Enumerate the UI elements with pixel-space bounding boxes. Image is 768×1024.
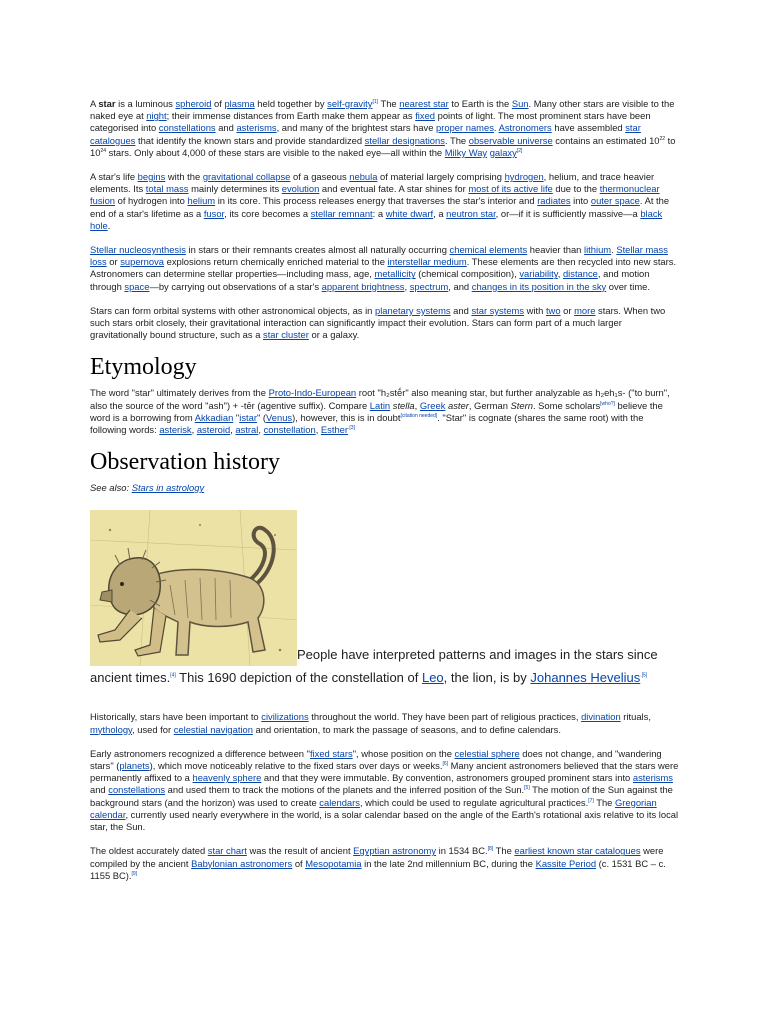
text-run: was the result of ancient [246, 845, 354, 857]
text-run: due to the [552, 183, 600, 195]
wiki-link[interactable]: Leo [421, 670, 444, 686]
text-run: in stars or their remnants creates almost all naturally occurring [185, 244, 450, 256]
text-run: or a galaxy. [308, 329, 360, 341]
wiki-link[interactable]: constellations [108, 784, 166, 796]
intro-paragraph-1 [90, 98, 680, 159]
wiki-link[interactable]: Venus [266, 411, 293, 423]
wiki-link[interactable]: most of its active life [468, 183, 553, 195]
text-run: or [106, 256, 121, 268]
observation-paragraph-1 [90, 711, 680, 735]
wiki-link[interactable]: astral [235, 424, 259, 436]
text-run: A star's life [90, 171, 138, 183]
wiki-link[interactable]: Astronomers [498, 122, 552, 134]
text-run: . "Star" is cognate (shares the same root) with the following words: [90, 411, 644, 436]
text-run: A [90, 98, 99, 109]
italic-term: Stern [510, 399, 533, 411]
citation-ref[interactable]: [6] [442, 760, 449, 767]
text-run: , used for [132, 723, 174, 735]
citation-ref[interactable]: [5] [524, 785, 530, 792]
wiki-link[interactable]: star systems [471, 304, 525, 316]
text-run: ₂ [386, 387, 390, 399]
etymology-paragraph [90, 387, 680, 436]
text-run: . The [444, 134, 469, 146]
wiki-link[interactable]: evolution [281, 183, 320, 195]
text-run: ; their immense distances from Earth make them appear as [166, 110, 416, 122]
wiki-link[interactable]: planetary systems [375, 304, 451, 316]
text-run: , [315, 424, 321, 436]
wiki-link[interactable]: star catalogues [90, 122, 641, 146]
wiki-link[interactable]: asteroid [196, 424, 231, 436]
text-run: This 1690 depiction of the constellation of [175, 670, 422, 686]
text-run: ₁ [614, 387, 618, 399]
text-run: , [230, 424, 236, 436]
wiki-link[interactable]: total mass [145, 183, 189, 195]
citation-ref[interactable]: .[5] [640, 673, 648, 680]
wiki-link[interactable]: Gregorian calendar [90, 796, 657, 820]
text-run: in 1534 BC. [436, 845, 488, 857]
text-run: throughout the world. They have been part of religious practices, [308, 711, 582, 723]
lion-constellation-illustration [90, 510, 297, 666]
citation-ref[interactable]: [2] [516, 147, 523, 154]
text-run: of [211, 98, 225, 109]
see-also-link[interactable]: Stars in astrology [131, 482, 205, 494]
text-run: , German [468, 399, 511, 411]
observation-history-heading: Observation history [90, 449, 280, 476]
wiki-link[interactable]: metallicity [374, 268, 416, 280]
text-run: , [258, 424, 264, 436]
text-run: , and many of the brightest stars have [276, 122, 437, 134]
article-content [90, 98, 680, 894]
intro-paragraph-3 [90, 244, 680, 293]
text-run: , [414, 399, 420, 411]
text-run: eh [604, 387, 615, 399]
wiki-link[interactable]: neutron star [446, 207, 496, 219]
citation-ref[interactable]: [8] [487, 846, 494, 853]
text-run: . Many other stars are visible to the naked eye at [90, 98, 675, 122]
text-run: of [292, 857, 306, 869]
text-run: heavier than [527, 244, 584, 256]
text-run: of hydrogen into [115, 195, 188, 207]
text-run: Historically, stars have been important to [90, 711, 262, 723]
wiki-link[interactable]: Greek [419, 399, 446, 411]
wiki-link[interactable]: proper names [436, 122, 494, 134]
text-run: explosions return chemically enriched material to the [164, 256, 388, 268]
wiki-link[interactable]: Egyptian astronomy [353, 845, 437, 857]
wiki-link[interactable]: istar [239, 411, 257, 423]
wiki-link[interactable]: constellations [158, 122, 216, 134]
text-run: with the [165, 171, 203, 183]
text-run: contains an estimated 10 [552, 134, 660, 146]
see-also-prefix: See also: [90, 482, 132, 494]
wiki-link[interactable]: lithium [584, 244, 612, 256]
text-run: held together by [254, 98, 328, 109]
text-run: People have interpreted patterns and images in the stars since ancient times. [90, 647, 658, 686]
wiki-link[interactable]: night [146, 110, 167, 122]
text-run: Many ancient astronomers believed that the stars were permanently affixed to a [90, 760, 679, 784]
text-run: stḗr" also meaning star, but further analyzable as h [389, 387, 601, 399]
text-run: to 10 [90, 134, 676, 158]
wiki-link[interactable]: Stellar mass loss [90, 244, 668, 268]
text-run: points of light. The most prominent stars have been categorised into [90, 110, 651, 134]
text-run: ), which move noticeably relative to the fixed stars over days or weeks. [149, 760, 443, 772]
text-run: , or—if it is sufficiently massive—a [495, 207, 641, 219]
text-run: , [557, 268, 563, 280]
text-run: . These elements are then recycled into new stars. Astronomers can determine stellar properties—including mass, age, [90, 256, 677, 280]
bold-term: star [98, 98, 116, 109]
text-run: Stars can form orbital systems with other astronomical objects, as in [90, 304, 376, 316]
wiki-link[interactable]: constellation [263, 424, 316, 436]
text-run: and eventual fate. A star shines for [319, 183, 469, 195]
wiki-link[interactable]: hydrogen [504, 171, 544, 183]
text-run: . Some scholars [532, 399, 601, 411]
text-run: , its core becomes a [224, 207, 311, 219]
wiki-link[interactable]: galaxy [489, 146, 517, 158]
text-run: mainly determines its [188, 183, 282, 195]
wiki-link[interactable]: Mesopotamia [305, 857, 362, 869]
wiki-link[interactable]: chemical elements [449, 244, 528, 256]
wiki-link[interactable]: civilizations [261, 711, 309, 723]
citation-ref[interactable]: [who?] [600, 400, 615, 407]
wiki-link[interactable]: asterisms [632, 772, 673, 784]
wiki-link[interactable]: Esther [320, 424, 349, 436]
italic-term: aster [448, 399, 469, 411]
text-run: The oldest accurately dated [90, 845, 208, 857]
text-run: : a [372, 207, 386, 219]
wiki-link[interactable]: fixed stars [309, 747, 353, 759]
text-run: and [90, 784, 109, 796]
wiki-link[interactable]: fixed [415, 110, 435, 122]
text-run: were compiled by the ancient [90, 845, 664, 869]
wiki-link[interactable]: distance [562, 268, 598, 280]
see-also-note [90, 482, 680, 494]
wiki-link[interactable]: Milky Way [444, 146, 488, 158]
text-run: in its core. This process releases energy that traverses the star's interior and [215, 195, 538, 207]
text-run: into [570, 195, 591, 207]
text-run: (c. 1531 BC – c. 1155 BC). [90, 857, 666, 881]
text-run: The motion of the Sun against the background stars (and the horizon) was used to create [90, 784, 673, 808]
text-run: stars. When two such stars orbit closely, their gravitational interaction can significantly impact their evolution. Stars can form part of a much larger gravitationally bound structure, such as a [90, 304, 666, 341]
text-run: with [524, 304, 546, 316]
wiki-link[interactable]: outer space [590, 195, 640, 207]
text-run: , [404, 280, 410, 292]
italic-term: stella [392, 399, 415, 411]
text-run: root "h [356, 387, 387, 399]
observation-paragraph-2 [90, 748, 680, 833]
text-run: in the late 2nd millennium BC, during the [361, 857, 536, 869]
wiki-link[interactable]: calendars [319, 796, 360, 808]
wiki-link[interactable]: Sun [511, 98, 529, 109]
intro-paragraph-2 [90, 171, 680, 232]
citation-ref[interactable]: [1] [372, 98, 379, 105]
text-run: ₂ [600, 387, 605, 399]
text-run: The [378, 98, 400, 109]
wiki-link[interactable]: earliest known star catalogues [514, 845, 641, 857]
text-run: and [450, 304, 472, 316]
wiki-link[interactable]: black hole [90, 207, 663, 231]
text-run: , [191, 424, 197, 436]
wiki-link[interactable]: stellar remnant [310, 207, 373, 219]
intro-paragraph-4 [90, 305, 680, 342]
wiki-link[interactable]: celestial sphere [454, 747, 520, 759]
wiki-link[interactable]: heavenly sphere [192, 772, 262, 784]
citation-ref[interactable]: [4] [170, 673, 176, 680]
wiki-link[interactable]: supernova [120, 256, 164, 268]
text-run: that identify the known stars and provide standardized [135, 134, 365, 146]
wiki-link[interactable]: planets [119, 760, 150, 772]
wiki-link[interactable]: plasma [224, 98, 255, 109]
text-run: of material largely comprising [377, 171, 505, 183]
wiki-link[interactable]: star cluster [263, 329, 309, 341]
wiki-link[interactable]: gravitational collapse [202, 171, 291, 183]
wiki-link[interactable]: Proto-Indo-European [268, 387, 357, 399]
text-run: " ( [256, 411, 267, 423]
text-run: and orientation, to mark the passage of seasons, and to define calendars. [252, 723, 561, 735]
text-run: s- ("to burn", also the source of the word "ash") + -tēr (agentive suffix). Compare [90, 387, 670, 411]
wiki-link[interactable]: changes in its position in the sky [471, 280, 607, 292]
wiki-link[interactable]: asterisms [236, 122, 277, 134]
wiki-link[interactable]: asterisk [159, 424, 192, 436]
wiki-link[interactable]: Stellar nucleosynthesis [90, 244, 186, 256]
text-run: . At the end of a star's lifetime as a [90, 195, 670, 219]
wiki-link[interactable]: two [545, 304, 561, 316]
text-run: ), however, this is in doubt [292, 411, 401, 423]
text-run: ", whose position on the [352, 747, 455, 759]
text-run: " [233, 411, 240, 423]
exponent: 24 [100, 147, 106, 154]
wiki-link[interactable]: divination [581, 711, 621, 723]
wiki-link[interactable]: helium [187, 195, 216, 207]
text-run: , which could be used to regulate agricultural practices. [359, 796, 589, 808]
wiki-link[interactable]: nebula [349, 171, 378, 183]
wiki-link[interactable]: thermonuclear fusion [90, 183, 660, 207]
text-run: rituals, [620, 711, 651, 723]
wiki-link[interactable]: Kassite Period [535, 857, 597, 869]
wiki-link[interactable]: celestial navigation [173, 723, 253, 735]
text-run: The [593, 796, 615, 808]
citation-ref[interactable]: [citation needed] [400, 412, 438, 419]
text-run: Early astronomers recognized a difference between " [90, 747, 310, 759]
exponent: 22 [659, 135, 666, 142]
text-run: . [107, 219, 111, 231]
text-run: does not change, and "wandering stars" ( [90, 747, 662, 772]
text-run: The word "star" ultimately derives from the [90, 387, 269, 399]
wiki-link[interactable]: apparent brightness [321, 280, 405, 292]
text-run: , a [433, 207, 447, 219]
wiki-link[interactable]: spectrum [409, 280, 449, 292]
text-run: believe the word is a borrowing from [90, 399, 663, 423]
text-run: —by carrying out observations of a star's [149, 280, 322, 292]
wiki-link[interactable]: Akkadian [194, 411, 234, 423]
wiki-link[interactable]: self-gravity [327, 98, 373, 109]
wiki-link[interactable]: interstellar medium [387, 256, 467, 268]
text-run: and that they were immutable. By convention, astronomers grouped prominent stars into [261, 772, 633, 784]
text-run: , and [448, 280, 472, 292]
citation-ref[interactable]: [7] [588, 797, 594, 804]
wiki-link[interactable]: radiates [537, 195, 571, 207]
wiki-link[interactable]: stellar designations [364, 134, 445, 146]
text-run: (chemical composition), [415, 268, 520, 280]
text-run: and [215, 122, 237, 134]
wiki-link[interactable]: begins [137, 171, 166, 183]
wiki-link[interactable]: mythology [90, 723, 133, 735]
wiki-link[interactable]: Babylonian astronomers [191, 857, 293, 869]
citation-ref[interactable]: [9] [131, 870, 138, 877]
text-run: . [611, 244, 617, 256]
citation-ref[interactable]: .[3] [348, 424, 355, 431]
text-run: The [493, 845, 515, 857]
wiki-link[interactable]: space [124, 280, 150, 292]
wiki-link[interactable]: white dwarf [385, 207, 434, 219]
text-run: of a gaseous [290, 171, 350, 183]
text-run: stars. Only about 4,000 of these stars are visible to the naked eye—all within the [106, 146, 445, 158]
wiki-link[interactable]: more [574, 304, 596, 316]
wiki-link[interactable]: variability [519, 268, 558, 280]
observation-paragraph-3 [90, 845, 680, 882]
text-run: over time. [606, 280, 650, 292]
wiki-link[interactable]: nearest star [399, 98, 449, 109]
text-run: to Earth is the [448, 98, 512, 109]
text-run: , the lion, is by [443, 670, 531, 686]
wiki-link[interactable]: fusor [203, 207, 225, 219]
etymology-heading: Etymology [90, 354, 197, 381]
wiki-link[interactable]: star chart [207, 845, 247, 857]
text-run: is a luminous [115, 98, 176, 109]
text-run: . [493, 122, 499, 134]
wiki-link[interactable]: observable universe [468, 134, 553, 146]
text-run: have assembled [551, 122, 626, 134]
wiki-link[interactable]: Latin [369, 399, 391, 411]
text-run: , currently used nearly everywhere in the world, is a solar calendar based on the angle of the Earth's rotational axis relative to its local star, the Sun. [90, 808, 679, 833]
figure-with-caption [90, 510, 680, 689]
text-run: , and motion through [90, 268, 650, 292]
wiki-link[interactable]: spheroid [175, 98, 212, 109]
text-run: or [560, 304, 575, 316]
wiki-link[interactable]: Johannes Hevelius [530, 670, 641, 686]
text-run: and used them to track the motions of the planets and the inferred position of the Sun. [165, 784, 525, 796]
text-run: , helium, and trace heavier elements. Its [90, 171, 655, 195]
